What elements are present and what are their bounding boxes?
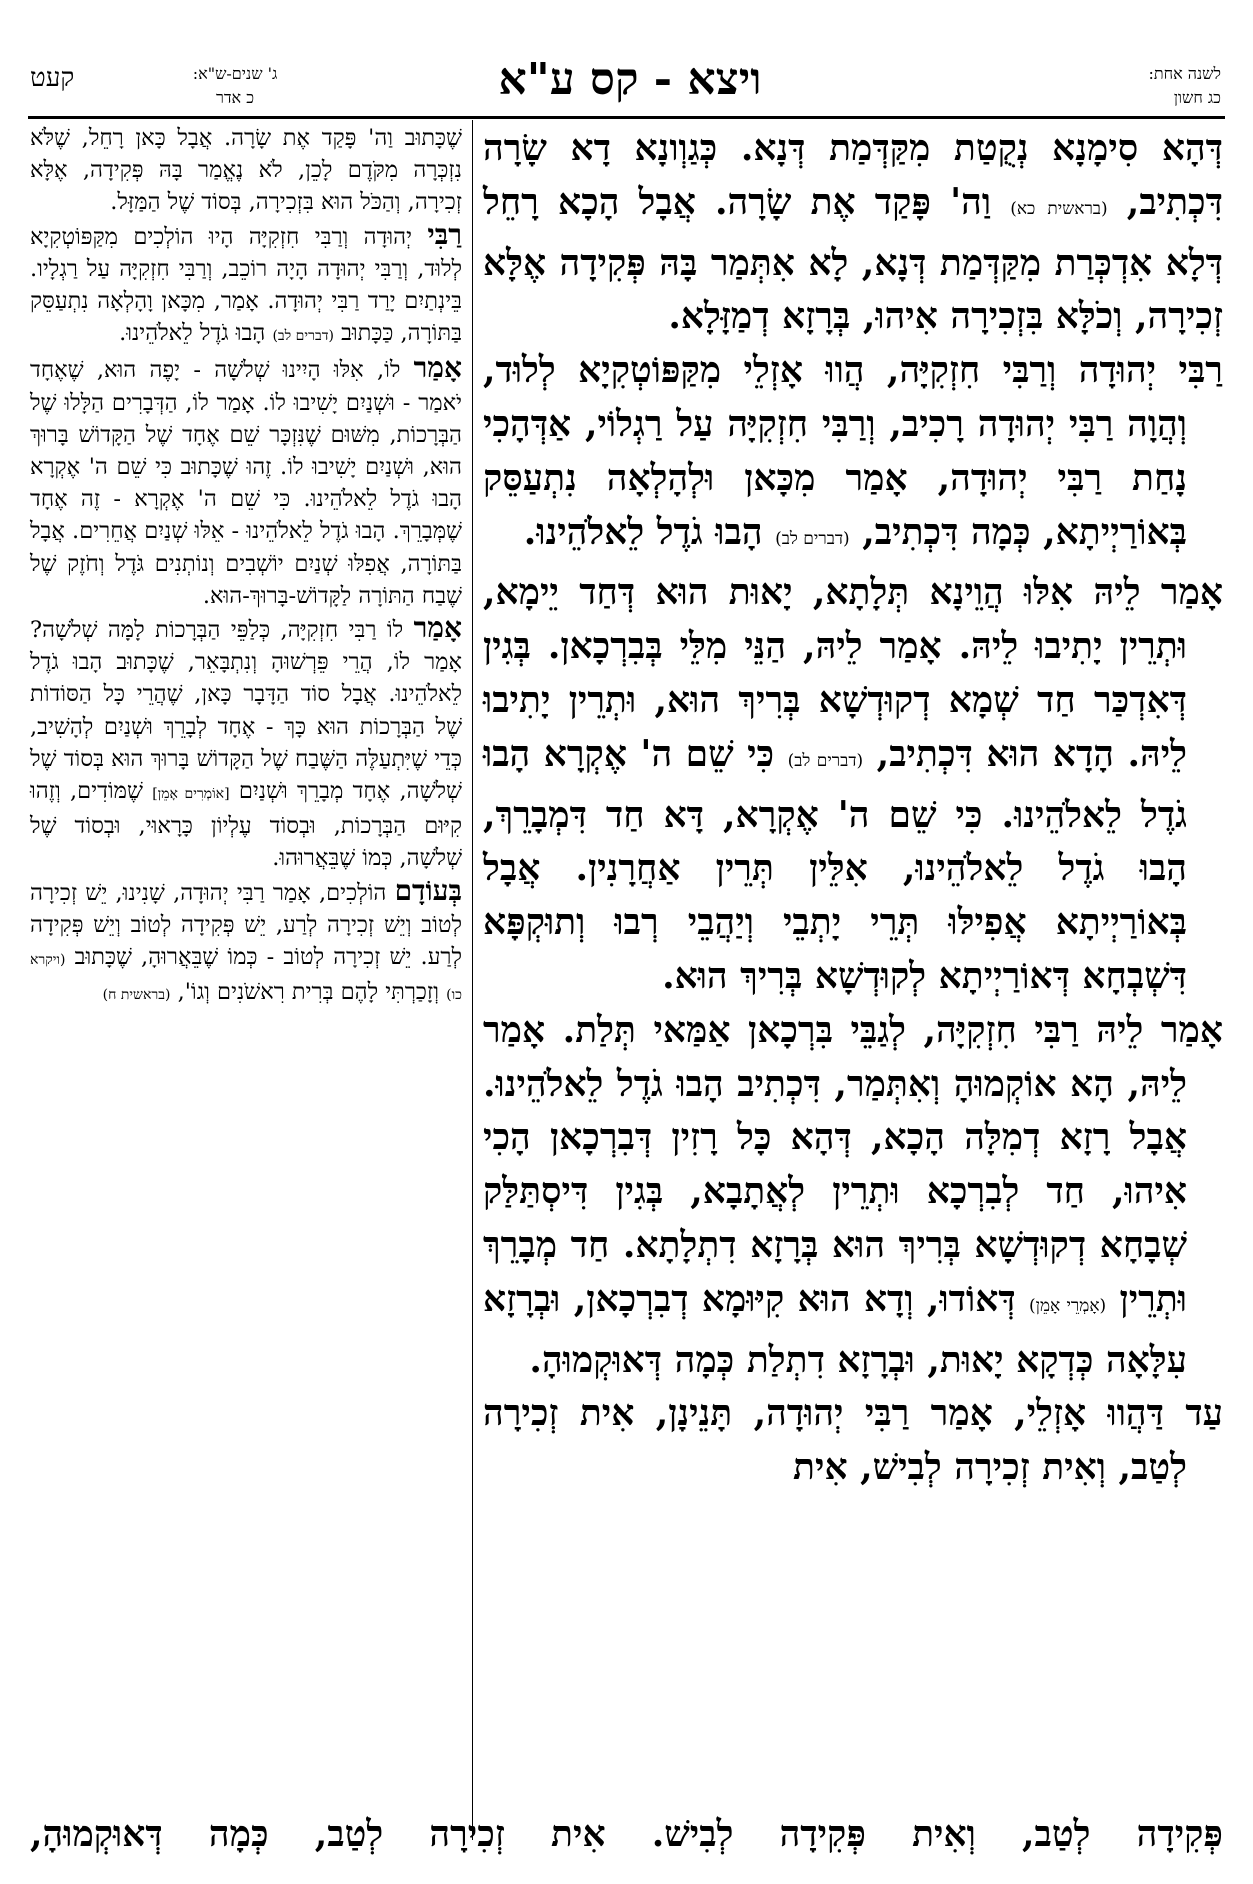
main-paragraph-3 bbox=[483, 566, 1223, 1003]
main-p3-text-cont: כִּי שֵׁם ה' אֶקְרָא הָבוּ גֹדֶל לֵאלֹהֵינוּ. כִּי שֵׁם ה' אֶקְרָא, דָּא חַד דִּמְבָרֵךְ, הָבוּ גֹדֶל לֵאלֹהֵינוּ, אִלֵּין תְּרֵין אַחֲרָנִין. אֲבָל בְּאוֹרַיְיתָא אֲפִילּוּ תְּרֵי יָתְבֵי וְיַהֲבֵי רְבוּ וְתוּקְפָּא דִּשְׁבְחָא דְּאוֹרַיְיתָא לְקוּדְשָׁא בְּרִיךְ הוּא. bbox=[483, 732, 1187, 997]
page-number: קעט bbox=[30, 63, 75, 93]
main-paragraph-4 bbox=[483, 1004, 1223, 1388]
bracket-note: [אוֹמְרִים אָמֵן] bbox=[152, 786, 230, 803]
source-reference: (דברים לב) bbox=[272, 328, 334, 345]
side-p4-text-cont: שֶׁמּוֹדִים, וְזֶהוּ קִיּוּם הַבְּרָכוֹת, וּבְסוֹד עֶלְיוֹן כָּרָאוּי, וּבְסוֹד שֶׁל שְׁלֹשָׁה, כְּמוֹ שֶׁבֵּאֲרוּהוּ. bbox=[30, 778, 462, 872]
side-p4-text: לוֹ רַבִּי חִזְקִיָּה, כְּלַפֵּי הַבְּרָכוֹת לָמָּה שְׁלֹשָׁה? אָמַר לוֹ, הֲרֵי פֵּרְשׁוּהָ וְנִתְבָּאֵר, שֶׁכָּתוּב הָבוּ גֹדֶל לֵאלֹהֵינוּ. אֲבָל סוֹד הַדָּבָר כָּאן, שֶׁהֲרֵי כָּל הַסּוֹדוֹת שֶׁל הַבְּרָכוֹת הוּא כָּךְ - אֶחָד לְבָרֵךְ וּשְׁנַיִם לְהָשִׁיב, כְּדֵי שֶׁיִּתְעַלֶּה הַשֶּׁבַח שֶׁל הַקָּדוֹשׁ בָּרוּךְ הוּא בְּסוֹד שֶׁל שְׁלֹשָׁה, אֶחָד מְבָרֵךְ וּשְׁנַיִם bbox=[30, 617, 462, 805]
header-one-year-label: לשנה אחת: bbox=[1148, 64, 1221, 83]
header-three-years-date: כ אדר bbox=[215, 88, 255, 107]
main-paragraph-1 bbox=[483, 122, 1223, 344]
main-p2-text-cont: הָבוּ גֹדֶל לֵאלֹהֵינוּ. bbox=[523, 510, 763, 553]
source-reference: (בראשית ח) bbox=[102, 987, 171, 1004]
side-paragraph-5 bbox=[30, 875, 462, 1012]
main-p3-text: אָמַר לֵיהּ אִלּוּ הֲוֵינָא תְּלָתָא, יָאוּת הוּא דְּחַד יֵימָא, וּתְרֵין יָתִיבוּ לֵיהּ. אָמַר לֵיהּ, הַנֵּי מִלֵּי בְּבִרְכָאן. בְּגִין דְּאִדְכַּר חַד שְׁמָא דְקוּדְשָׁא בְּרִיךְ הוּא, וּתְרֵין יָתִיבוּ לֵיהּ. הָדָא הוּא דִּכְתִיב, bbox=[483, 571, 1223, 775]
side-p2-text-cont: הָבוּ גֹדֶל לֵאלֹהֵינוּ. bbox=[119, 320, 266, 347]
header-three-years-label: ג' שנים-ש"א: bbox=[192, 64, 278, 83]
opening-word: אָמַר bbox=[413, 351, 462, 385]
main-p2-text: רַבִּי יְהוּדָה וְרַבִּי חִזְקִיָּה, הֲווּ אָזְלֵי מִקַּפּוֹטְקִיָא לְלוּד, וְהֲוָה רַבִּי יְהוּדָה רָכִיב, וְרַבִּי חִזְקִיָּה עַל רַגְלוֹי, אַדְּהָכִי נָחַת רַבִּי יְהוּדָה, אָמַר מִכָּאן וּלְהָלְאָה נִתְעַסֵּק בְּאוֹרַיְיתָא, כְּמָה דִּכְתִיב, bbox=[483, 349, 1223, 553]
header-divider bbox=[28, 116, 1225, 119]
main-p1-text-cont: וַה' פָּקַד אֶת שָׂרָה. אֲבָל הָכָא רָחֵל דְּלָא אִדְכְּרַת מִקַּדְּמַת דְּנָא, לָא אִתְּמַר בָּהּ פְּקִידָה אֶלָּא זְכִירָה, וְכֹלָּא בִּזְכִירָה אִיהוּ, בְּרָזָא דְמַזָּלָא. bbox=[483, 180, 1223, 338]
header-date-three-years bbox=[140, 62, 330, 110]
main-paragraph-2 bbox=[483, 344, 1223, 566]
main-p4-text: אָמַר לֵיהּ רַבִּי חִזְקִיָּה, לְגַבֵּי בִּרְכָאן אַמַּאי תְּלַת. אָמַר לֵיהּ, הָא אוֹקְמוּהָ וְאִתְּמַר, דִּכְתִיב הָבוּ גֹדֶל לֵאלֹהֵינוּ. אֲבָל רָזָא דְמִלָּה הָכָא, דְּהָא כָּל רָזִין דְּבִרְכָאן הָכִי אִיהוּ, חַד לְבִרְכָא וּתְרֵין לְאֲתָבָא, בְּגִין דִּיסְתַּלַּק שְׁבָחָא דְקוּדְשָׁא בְּרִיךְ הוּא בְּרָזָא דִתְלָתָא. חַד מְבָרֵךְ וּתְרֵין bbox=[483, 1008, 1223, 1320]
opening-word: בְּעוֹדָם bbox=[394, 873, 463, 907]
side-paragraph-2 bbox=[30, 219, 462, 353]
header-date-one-year bbox=[1081, 62, 1221, 110]
opening-word: אָמַר bbox=[413, 611, 462, 645]
side-p5-text: הוֹלְכִים, אָמַר רַבִּי יְהוּדָה, שָׁנִינוּ, יֵשׁ זְכִירָה לְטוֹב וְיֵשׁ זְכִירָה לְרַע, יֵשׁ פְּקִידָה לְטוֹב וְיֵשׁ פְּקִידָה לְרַע. יֵשׁ זְכִירָה לְטוֹב - כְּמוֹ שֶׁבֵּאֲרוּהָ, שֶׁכָּתוּב bbox=[30, 879, 463, 971]
side-p5-text-cont: וְזָכַרְתִּי לָהֶם בְּרִית רִאשֹׁנִים וְגוֹ', bbox=[177, 979, 439, 1006]
main-column bbox=[483, 122, 1223, 1495]
main-paragraph-5 bbox=[483, 1387, 1223, 1495]
source-reference: (דברים לב) bbox=[775, 528, 850, 549]
bracket-note: (אָמְרֵי אָמֵן) bbox=[1028, 1295, 1107, 1316]
main-p1-text: דְּהָא סִימָנָא נְקֻטַת מִקַּדְּמַת דְּנָא. כְּגַוְונָא דָא שָׂרָה דִּכְתִיב, bbox=[483, 127, 1223, 223]
opening-word: רַבִּי bbox=[427, 217, 462, 251]
main-p4-text-cont: דְּאוֹדוּ, וְדָא הוּא קִיּוּמָא דְבִרְכָאן, וּבְרָזָא עִלָּאָה כְּדְקָא יָאוּת, וּבְרָזָא דִתְלַת כְּמָה דְּאוּקְמוּהָ. bbox=[483, 1277, 1187, 1381]
source-reference: (דברים לב) bbox=[787, 750, 864, 771]
source-reference: (ויקרא כו) bbox=[30, 952, 462, 1004]
page-title: ויצא - קס ע"א bbox=[498, 54, 762, 105]
header-one-year-date: כג חשון bbox=[1173, 88, 1221, 107]
translation-column bbox=[30, 122, 462, 1011]
side-paragraph-1 bbox=[30, 122, 462, 219]
side-p3-text: לוֹ, אִלּוּ הָיִינוּ שְׁלֹשָׁה - יָפֶה הוּא, שֶׁאֶחָד יֹאמַר - וּשְׁנַיִם יָשִׁיבוּ לוֹ. אָמַר לוֹ, הַדְּבָרִים הַלָּלוּ שֶׁל הַבְּרָכוֹת, מִשּׁוּם שֶׁנִּזְכָּר שֵׁם אֶחָד שֶׁל הַקָּדוֹשׁ בָּרוּךְ הוּא, וּשְׁנַיִם יָשִׁיבוּ לוֹ. זֶהוּ שֶׁכָּתוּב כִּי שֵׁם ה' אֶקְרָא הָבוּ גֹדֶל לֵאלֹהֵינוּ. כִּי שֵׁם ה' אֶקְרָא - זֶה אֶחָד שֶׁמְּבָרֵךְ. הָבוּ גֹדֶל לֵאלֹהֵינוּ - אֵלּוּ שְׁנַיִם אֲחֵרִים. אֲבָל בַּתּוֹרָה, אֲפִלּוּ שְׁנַיִם יוֹשְׁבִים וְנוֹתְנִים גֹּדֶל וְחֹזֶק שֶׁל שֶׁבַח הַתּוֹרָה לַקָּדוֹשׁ-בָּרוּךְ-הוּא. bbox=[30, 357, 462, 609]
side-p2-text: יְהוּדָה וְרַבִּי חִזְקִיָּה הָיוּ הוֹלְכִים מִקַּפּוֹטְקִיָא לְלוּד, וְרַבִּי יְהוּדָה הָיָה רוֹכֵב, וְרַבִּי חִזְקִיָּה עַל רַגְלָיו. בֵּינְתַיִם יָרַד רַבִּי יְהוּדָה. אָמַר, מִכָּאן וָהָלְאָה נִתְעַסֵּק בַּתּוֹרָה, כַּכָּתוּב bbox=[30, 223, 462, 347]
side-p1-text: שֶׁכָּתוּב וַה' פָּקַד אֶת שָׂרָה. אֲבָל כָּאן רָחֵל, שֶׁלֹּא נִזְכְּרָה מִקֹּדֶם לָכֵן, לֹא נֶאֱמַר בָּהּ פְּקִידָה, אֶלָּא זְכִירָה, וְהַכֹּל הוּא בִּזְכִירָה, בְּסוֹד שֶׁל הַמַּזָּל. bbox=[30, 125, 462, 216]
side-paragraph-3 bbox=[30, 352, 462, 612]
bottom-line: פְּקִידָה לְטַב, וְאִית פְּקִידָה לְבִישׁ. אִית זְכִירָה לְטַב, כְּמָה דְּאוּקְמוּהָ, bbox=[30, 1813, 1223, 1855]
main-p5-text: עַד דַּהֲווּ אָזְלֵי, אָמַר רַבִּי יְהוּדָה, תָּנֵינָן, אִית זְכִירָה לְטַב, וְאִית זְכִירָה לְבִישׁ, אִית bbox=[483, 1392, 1223, 1489]
source-reference: (בראשית כא) bbox=[1010, 198, 1108, 219]
side-paragraph-4 bbox=[30, 612, 462, 875]
column-divider bbox=[472, 120, 473, 1840]
